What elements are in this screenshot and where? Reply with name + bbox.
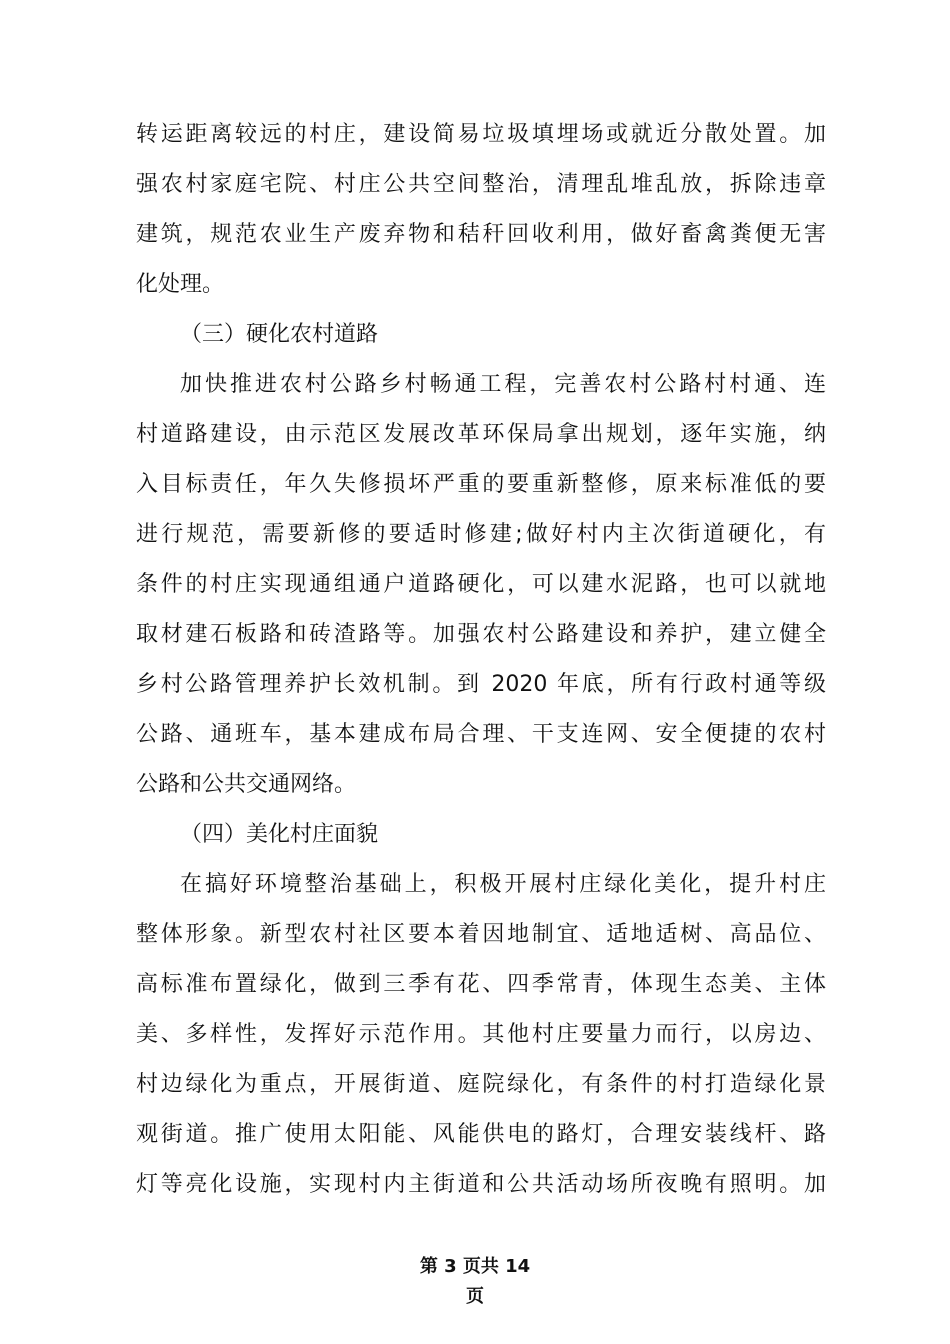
text-line: 村道路建设，由示范区发展改革环保局拿出规划，逐年实施，纳 bbox=[136, 422, 826, 447]
text-line: 乡村公路管理养护长效机制。到 2020 年底，所有行政村通等级 bbox=[136, 672, 826, 697]
text-line: 强农村家庭宅院、村庄公共空间整治，清理乱堆乱放，拆除违章 bbox=[136, 172, 826, 197]
text-line: 加快推进农村公路乡村畅通工程，完善农村公路村村通、连 bbox=[180, 372, 826, 397]
page-footer bbox=[0, 1252, 950, 1312]
page-number-line: 第 3 页共 14 bbox=[419, 1256, 531, 1277]
document-body bbox=[136, 110, 826, 1210]
section-heading-4: （四）美化村庄面貌 bbox=[180, 822, 379, 847]
text-line: 高标准布置绿化，做到三季有花、四季常青，体现生态美、主体 bbox=[136, 972, 826, 997]
text-line: 灯等亮化设施，实现村内主街道和公共活动场所夜晚有照明。加 bbox=[136, 1172, 826, 1197]
text-line: 公路和公共交通网络。 bbox=[136, 772, 357, 797]
page-number-line-2: 页 bbox=[466, 1286, 484, 1307]
text-line: 取材建石板路和砖渣路等。加强农村公路建设和养护，建立健全 bbox=[136, 622, 826, 647]
section-heading-3: （三）硬化农村道路 bbox=[180, 322, 379, 347]
text-line: 转运距离较远的村庄，建设简易垃圾填埋场或就近分散处置。加 bbox=[136, 122, 826, 147]
text-line: 整体形象。新型农村社区要本着因地制宜、适地适树、高品位、 bbox=[136, 922, 826, 947]
text-line: 进行规范，需要新修的要适时修建;做好村内主次街道硬化，有 bbox=[136, 522, 826, 547]
text-line: 在搞好环境整治基础上，积极开展村庄绿化美化，提升村庄 bbox=[180, 872, 826, 897]
text-line: 公路、通班车，基本建成布局合理、干支连网、安全便捷的农村 bbox=[136, 722, 826, 747]
text-line: 观街道。推广使用太阳能、风能供电的路灯，合理安装线杆、路 bbox=[136, 1122, 826, 1147]
text-line: 村边绿化为重点，开展街道、庭院绿化，有条件的村打造绿化景 bbox=[136, 1072, 826, 1097]
text-line: 美、多样性，发挥好示范作用。其他村庄要量力而行，以房边、 bbox=[136, 1022, 826, 1047]
text-line: 条件的村庄实现通组通户道路硬化，可以建水泥路，也可以就地 bbox=[136, 572, 826, 597]
text-line: 建筑，规范农业生产废弃物和秸秆回收利用，做好畜禽粪便无害 bbox=[136, 222, 826, 247]
text-line: 化处理。 bbox=[136, 272, 225, 297]
text-line: 入目标责任，年久失修损坏严重的要重新整修，原来标准低的要 bbox=[136, 472, 826, 497]
